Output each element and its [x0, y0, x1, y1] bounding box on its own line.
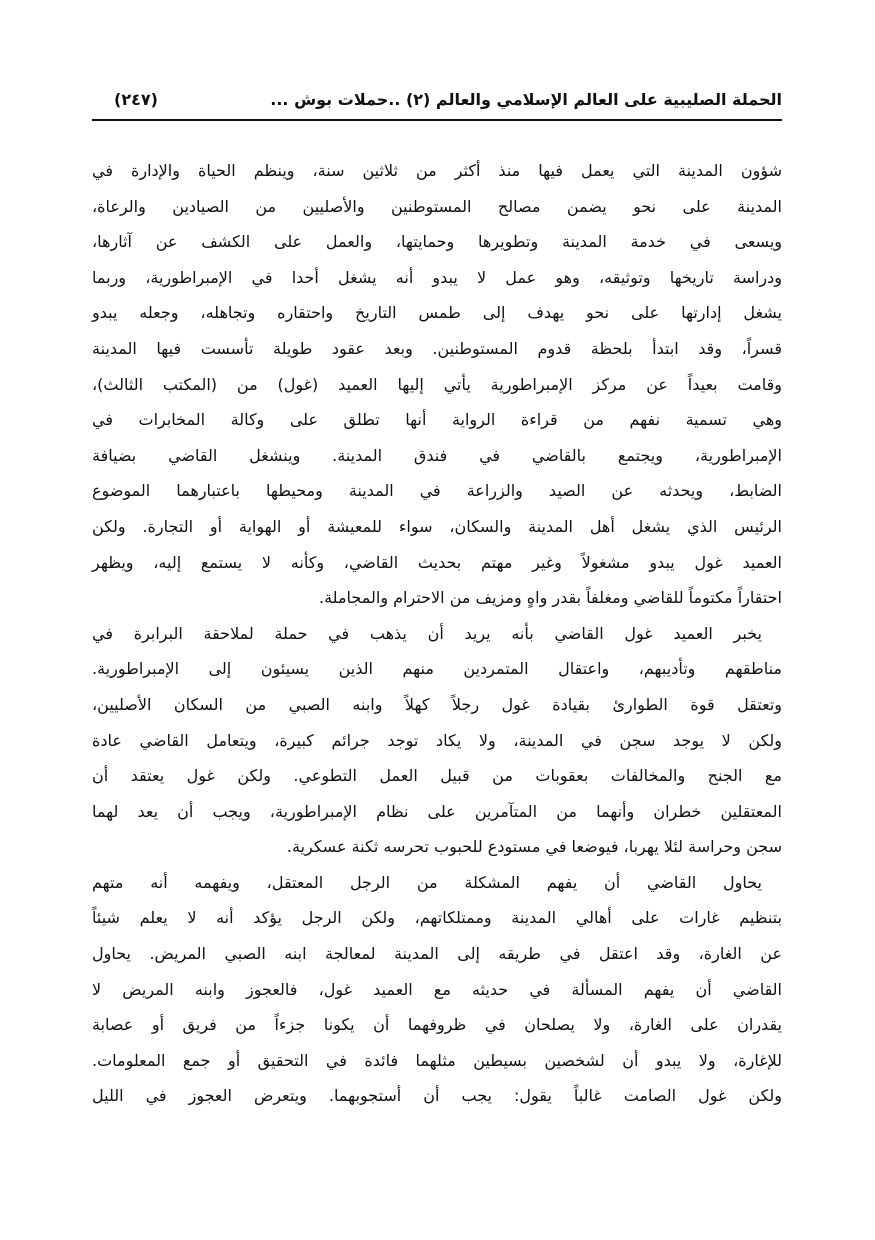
text-line: العميد غول يبدو مشغولاً وغير مهتم بحديث القاضي، وكأنه لا يستمع إليه، ويظهر	[92, 552, 782, 572]
running-title: الحملة الصليبية على العالم الإسلامي والعالم (٢) ..حملات بوش ...	[270, 90, 782, 109]
running-header	[92, 86, 782, 116]
text-line: الضابط، ويحدثه عن الصيد والزراعة في المدينة ومحيطها باعتبارهما الموضوع	[92, 481, 782, 501]
body-text	[92, 153, 782, 1114]
text-line: بتنظيم غارات على أهالي المدينة وممتلكاتهم، ولكن الرجل يؤكد أنه لا يعلم شيئاً	[92, 908, 782, 928]
text-line: الرئيس الذي يشغل أهل المدينة والسكان، سواء للمعيشة أو الهواية أو التجارة. ولكن	[92, 516, 782, 536]
text-line: المعتقلين خطران وأنهما من المتآمرين على نظام الإمبراطورية، ويجب أن يعد لهما	[92, 801, 782, 821]
text-line: وهي تسمية نفهم من قراءة الرواية أنها تطلق على وكالة المخابرات في	[92, 410, 782, 430]
text-line: ولكن غول الصامت غالباً يقول: يجب أن أستجوبهما. ويتعرض العجوز في الليل	[92, 1086, 782, 1106]
text-line: يحاول القاضي أن يفهم المشكلة من الرجل المعتقل، ويفهمه أنه متهم	[92, 872, 762, 892]
text-line: المدينة على نحو يضمن مصالح المستوطنين والأصليين من الصيادين والرعاة،	[92, 196, 782, 216]
text-line: شؤون المدينة التي يعمل فيها منذ أكثر من ثلاثين سنة، وينظم الحياة والإدارة في	[92, 161, 782, 180]
text-line: ولكن لا يوجد سجن في المدينة، ولا يكاد توجد جرائم كبيرة، ويتعامل القاضي عادة	[92, 730, 782, 750]
text-line: مناطقهم وتأديبهم، واعتقال المتمردين منهم الذين يسيئون إلى الإمبراطورية.	[92, 659, 782, 679]
text-line: سجن وحراسة لئلا يهربا، فيوضعا في مستودع للحبوب تحرسه ثكنة عسكرية.	[286, 837, 782, 857]
text-line: احتقاراً مكتوماً للقاضي ومغلفاً بقدر واهٍ ومزيف من الاحترام والمجاملة.	[319, 588, 782, 608]
text-line: ودراسة تاريخها وتوثيقه، وهو عمل لا يبدو أنه يشغل أحدا في الإمبراطورية، وربما	[92, 267, 782, 287]
page-number: (٢٤٧)	[114, 90, 158, 109]
text-line: وقامت بعيداً عن مركز الإمبراطورية يأتي إليها العميد (غول) من (المكتب الثالث)،	[92, 374, 782, 394]
text-line: يخبر العميد غول القاضي بأنه يريد أن يذهب في حملة لملاحقة البرابرة في	[92, 623, 762, 643]
text-line: الإمبراطورية، ويجتمع بالقاضي في فندق المدينة. وينشغل القاضي بضيافة	[92, 445, 782, 465]
text-line: ويسعى في خدمة المدينة وتطويرها وحمايتها، والعمل على الكشف عن آثارها،	[92, 232, 782, 252]
text-line: للإغارة، ولا يبدو أن لشخصين بسيطين مثلهما فائدة في التحقيق أو جمع المعلومات.	[92, 1050, 782, 1070]
text-line: يشغل إدارتها على نحو يهدف إلى طمس التاريخ واحتقاره وتجاهله، وجعله يبدو	[92, 303, 782, 323]
text-line: مع الجنح والمخالفات بعقوبات من قبيل العمل التطوعي. ولكن غول يعتقد أن	[92, 766, 782, 786]
text-line: يقدران على الغارة، ولا يصلحان في ظروفهما أن يكونا جزءاً من فريق أو عصابة	[92, 1015, 782, 1035]
text-line: قسراً، وقد ابتدأ بلحظة قدوم المستوطنين. وبعد عقود طويلة تأسست فيها المدينة	[92, 338, 782, 358]
text-line: عن الغارة، وقد اعتقل في طريقه إلى المدينة لمعالجة ابنه الصبي المريض. يحاول	[92, 944, 782, 964]
header-rule	[92, 119, 782, 121]
text-line: القاضي أن يفهم المسألة في حديثه مع العميد غول، فالعجوز وابنه المريض لا	[92, 979, 782, 999]
text-line: وتعتقل قوة الطوارئ بقيادة غول رجلاً كهلاً وابنه الصبي من السكان الأصليين،	[92, 694, 782, 714]
